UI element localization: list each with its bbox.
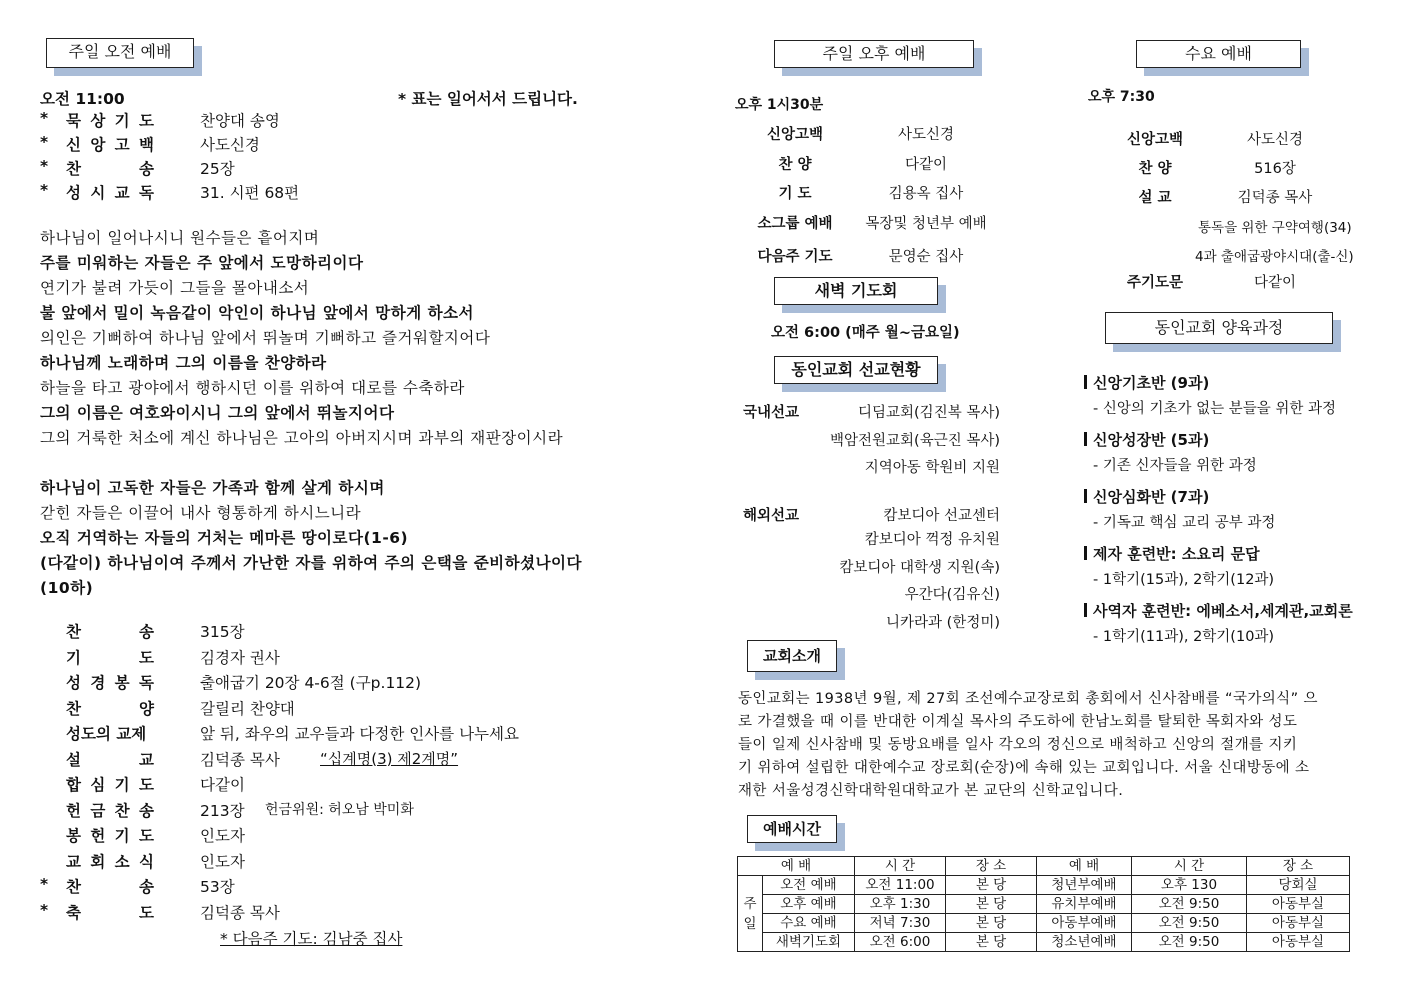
education-course-desc: - 기존 신자들을 위한 과정: [1093, 458, 1257, 474]
wednesday-label: 신앙고백: [1126, 132, 1184, 148]
afternoon-label: 찬 양: [778, 157, 812, 173]
schedule-row: [738, 876, 1350, 895]
order-star: *: [40, 900, 49, 919]
opening-star: *: [40, 133, 49, 151]
schedule-cell: 청년부예배: [1037, 876, 1132, 895]
schedule-cell: 오전 9:50: [1132, 914, 1247, 933]
afternoon-label: 기 도: [778, 186, 812, 202]
opening-label: 성 시 교 독: [66, 184, 154, 202]
intro-line: 기 위하여 설립한 대한예수교 장로회(순장)에 속해 있는 교회입니다. 서울 신대방동에 소: [738, 760, 1310, 776]
schedule-cell: 아동부실: [1247, 933, 1350, 952]
order-value: 인도자: [200, 827, 245, 845]
afternoon-value: 사도신경: [897, 127, 955, 143]
domestic-mission-label: 국내선교: [743, 405, 800, 421]
schedule-header: 예배시간: [747, 815, 837, 843]
afternoon-label: 소그룹 예배: [757, 216, 833, 232]
standing-note: * 표는 일어서서 드립니다.: [398, 90, 578, 108]
afternoon-service-time: 오후 1시30분: [735, 97, 824, 113]
wednesday-label: 주기도문: [1126, 275, 1184, 291]
order-value: 갈릴리 찬양대: [200, 699, 295, 718]
reading-line: 오직 거역하는 자들의 거처는 메마른 땅이로다(1-6): [40, 529, 409, 547]
intro-line: 재한 서울성경신학대학원대학교가 본 교단의 신학교입니다.: [738, 783, 1124, 799]
education-course-title: [1084, 486, 1209, 507]
afternoon-value: 김용옥 집사: [888, 186, 964, 202]
schedule-cell: 당회실: [1247, 876, 1350, 895]
order-value: 315장: [200, 623, 245, 641]
schedule-cell: 새벽기도회: [763, 933, 855, 952]
schedule-cell: 본 당: [946, 895, 1037, 914]
order-label: 봉 헌 기 도: [66, 827, 154, 845]
schedule-col-header: 시 간: [1132, 857, 1247, 876]
morning-service-header: 주일 오전 예배: [46, 38, 194, 68]
opening-label: 신 앙 고 백: [66, 136, 154, 154]
education-course-title: [1084, 600, 1353, 621]
order-extra: “십계명(3) 제2계명”: [320, 749, 459, 768]
order-value: 김경자 권사: [200, 648, 280, 667]
education-course-desc: - 1학기(11과), 2학기(10과): [1093, 629, 1275, 645]
afternoon-value: 문영순 집사: [888, 249, 964, 265]
order-value: 53장: [200, 878, 235, 896]
education-course-title-text: 신앙심화반 (7과): [1093, 488, 1210, 506]
overseas-mission-item: 캄보디아 선교센터: [883, 508, 1000, 524]
education-course-title: [1084, 543, 1260, 564]
schedule-col-header: 예 배: [1037, 857, 1132, 876]
reading-line: 하나님이 일어나시니 원수들은 흩어지며: [40, 229, 320, 247]
schedule-cell: 오전 6:00: [855, 933, 946, 952]
schedule-cell: 아동부실: [1247, 895, 1350, 914]
reading-line: 하늘을 타고 광야에서 행하시던 이를 위하여 대로를 수축하라: [40, 379, 465, 397]
wednesday-value: 김덕종 목사: [1237, 190, 1313, 206]
dawn-prayer-header: 새벽 기도회: [774, 277, 938, 305]
afternoon-value: 목장및 청년부 예배: [865, 216, 987, 232]
order-label: 합 심 기 도: [66, 776, 154, 794]
domestic-mission-item: 지역아동 학원비 지원: [864, 460, 1000, 476]
order-value: 다같이: [200, 776, 245, 794]
schedule-row: [738, 933, 1350, 952]
schedule-cell: 본 당: [946, 914, 1037, 933]
schedule-cell: 청소년예배: [1037, 933, 1132, 952]
overseas-mission-item: 니카라과 (한정미): [886, 615, 1000, 631]
schedule-cell: 아동부예배: [1037, 914, 1132, 933]
afternoon-label: 다음주 기도: [757, 249, 833, 265]
reading-line: 주를 미워하는 자들은 주 앞에서 도망하리이다: [40, 254, 364, 272]
schedule-cell: 유치부예배: [1037, 895, 1132, 914]
schedule-cell: 오후 1:30: [855, 895, 946, 914]
afternoon-service-header: 주일 오후 예배: [774, 40, 974, 68]
order-star: *: [40, 875, 49, 893]
reading-line: 하나님께 노래하며 그의 이름을 찬양하라: [40, 354, 327, 372]
education-course-desc: - 신앙의 기초가 없는 분들을 위한 과정: [1093, 401, 1336, 417]
next-week-prayer: * 다음주 기도: 김남중 집사: [220, 930, 403, 948]
opening-label: 묵 상 기 도: [66, 112, 154, 130]
wednesday-value: 다같이: [1253, 275, 1297, 291]
education-course-title-text: 사역자 훈련반: 에베소서,세계관,교회론: [1093, 602, 1353, 620]
morning-service-time: 오전 11:00: [40, 90, 125, 108]
domestic-mission-item: 백암전원교회(육근진 목사): [830, 433, 1000, 449]
wednesday-service-time: 오후 7:30: [1088, 89, 1155, 105]
order-label: 성 경 봉 독: [66, 674, 154, 692]
schedule-table: [737, 856, 1350, 952]
overseas-mission-label: 해외선교: [743, 508, 800, 524]
schedule-col-header: 장 소: [946, 857, 1037, 876]
schedule-col-header: 시 간: [855, 857, 946, 876]
reading-line: 그의 거룩한 처소에 계신 하나님은 고아의 아버지시며 과부의 재판장이시라: [40, 429, 564, 447]
wednesday-value: 사도신경: [1246, 132, 1304, 148]
order-extra: 헌금위원: 허오남 박미화: [265, 801, 414, 818]
order-label: 찬 송: [66, 623, 154, 641]
opening-star: *: [40, 181, 49, 199]
schedule-cell: 아동부실: [1247, 914, 1350, 933]
bullet-bar-icon: [1084, 546, 1087, 560]
order-label: 기 도: [66, 648, 154, 667]
education-course-title: [1084, 429, 1209, 450]
education-course-title-text: 신앙기초반 (9과): [1093, 374, 1210, 392]
order-label: 찬 송: [66, 878, 154, 896]
order-label: 성도의 교제: [66, 725, 147, 743]
wednesday-label: 설 교: [1138, 190, 1172, 206]
schedule-cell: 오전 9:50: [1132, 933, 1247, 952]
order-label: 찬 양: [66, 699, 154, 718]
order-value: 앞 뒤, 좌우의 교우들과 다정한 인사를 나누세요: [200, 725, 519, 743]
intro-line: 들이 일제 신사참배 및 동방요배를 일사 각오의 정신으로 배척하고 신앙의 절개를 지키: [738, 737, 1298, 753]
afternoon-value: 다같이: [904, 157, 948, 173]
order-value: 김덕종 목사: [200, 903, 280, 922]
schedule-cell: 저녁 7:30: [855, 914, 946, 933]
overseas-mission-item: 우간다(김유신): [904, 587, 1000, 603]
overseas-mission-item: 캄보디아 꺽정 유치원: [864, 532, 1000, 548]
opening-value: 사도신경: [200, 136, 260, 154]
overseas-mission-item: 캄보디아 대학생 지원(속): [839, 560, 1000, 576]
education-course-title: [1084, 372, 1209, 393]
intro-header: 교회소개: [747, 640, 837, 672]
education-header: 동인교회 양육과정: [1105, 312, 1333, 344]
schedule-cell: 수요 예배: [763, 914, 855, 933]
education-course-title-text: 신앙성장반 (5과): [1093, 431, 1210, 449]
wednesday-label: 찬 양: [1138, 161, 1172, 177]
schedule-cell: 오후 130: [1132, 876, 1247, 895]
reading-line: 그의 이름은 여호와이시니 그의 앞에서 뛰놀지어다: [40, 404, 395, 422]
order-label: 설 교: [66, 750, 154, 769]
schedule-cell: 본 당: [946, 876, 1037, 895]
schedule-cell: 오전 예배: [763, 876, 855, 895]
domestic-mission-item: 디딤교회(김진복 목사): [858, 405, 1000, 421]
education-course-desc: - 기독교 핵심 교리 공부 과정: [1093, 515, 1276, 531]
bullet-bar-icon: [1084, 489, 1087, 503]
intro-line: 동인교회는 1938년 9월, 제 27회 조선예수교장로회 총회에서 신사참배를 “국가의식” 으: [738, 691, 1318, 707]
schedule-header-row: [738, 857, 1350, 876]
reading-line: 불 앞에서 밀이 녹음같이 악인이 하나님 앞에서 망하게 하소서: [40, 304, 474, 322]
wednesday-sermon-line: 4과 출애굽광야시대(출-신): [1195, 249, 1354, 265]
order-value: 인도자: [200, 852, 245, 871]
education-course-desc: - 1학기(15과), 2학기(12과): [1093, 572, 1275, 588]
order-label: 헌 금 찬 송: [66, 801, 154, 820]
schedule-cell: 본 당: [946, 933, 1037, 952]
opening-value: 25장: [200, 160, 235, 178]
schedule-cell: 오후 예배: [763, 895, 855, 914]
mission-header: 동인교회 선교현황: [774, 356, 938, 384]
reading-line: 연기가 불려 가듯이 그들을 몰아내소서: [40, 279, 310, 297]
reading-line: 갇힌 자들은 이끌어 내사 형통하게 하시느니라: [40, 504, 362, 522]
schedule-row: [738, 914, 1350, 933]
opening-label: 찬 송: [66, 160, 154, 178]
schedule-side-label: 주 일: [738, 876, 763, 952]
wednesday-sermon-line: 통독을 위한 구약여행(34): [1198, 220, 1352, 236]
schedule-cell: 오전 9:50: [1132, 895, 1247, 914]
afternoon-label: 신앙고백: [766, 127, 824, 143]
dawn-prayer-time: 오전 6:00 (매주 월~금요일): [771, 325, 960, 341]
order-label: 교 회 소 식: [66, 852, 154, 871]
reading-line: 하나님이 고독한 자들은 가족과 함께 살게 하시며: [40, 479, 385, 497]
bullet-bar-icon: [1084, 603, 1087, 617]
order-value: 김덕종 목사: [200, 750, 280, 769]
schedule-col-header: 장 소: [1247, 857, 1350, 876]
reading-line: (다같이) 하나님이여 주께서 가난한 자를 위하여 주의 은택을 준비하셨나이다 (10하): [40, 554, 583, 597]
opening-star: *: [40, 157, 49, 175]
opening-value: 31. 시편 68편: [200, 184, 300, 202]
order-value: 출애굽기 20장 4-6절 (구p.112): [200, 674, 422, 692]
wednesday-service-header: 수요 예배: [1136, 40, 1301, 68]
order-label: 축 도: [66, 903, 154, 922]
bullet-bar-icon: [1084, 375, 1087, 389]
schedule-cell: 오전 11:00: [855, 876, 946, 895]
intro-line: 로 가결했을 때 이를 반대한 이계실 목사의 주도하에 한남노회를 탈퇴한 목회자와 성도: [738, 714, 1298, 730]
wednesday-value: 516장: [1254, 161, 1296, 177]
opening-star: *: [40, 109, 49, 127]
order-value: 213장: [200, 801, 245, 820]
opening-value: 찬양대 송영: [200, 112, 280, 130]
reading-line: 의인은 기뻐하여 하나님 앞에서 뛰놀며 기뻐하고 즐거워할지어다: [40, 329, 491, 347]
schedule-row: [738, 895, 1350, 914]
bullet-bar-icon: [1084, 432, 1087, 446]
schedule-col-header: 예 배: [738, 857, 855, 876]
education-course-title-text: 제자 훈련반: 소요리 문답: [1093, 545, 1260, 563]
